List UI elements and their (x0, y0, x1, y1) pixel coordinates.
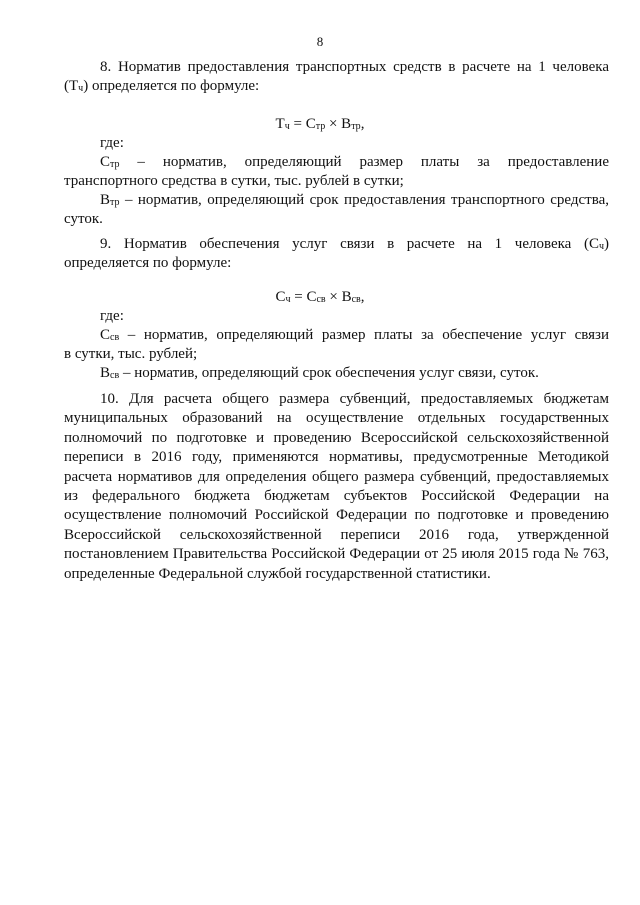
item-9-formula: Сч = Ссв × Всв, (275, 289, 365, 305)
item-9-intro-line1: 9. Норматив обеспечения услуг связи в расчете на 1 человека (Сч) (100, 236, 609, 252)
item-8-def-c-line2: транспортного средства в сутки, тыс. рублей в сутки; (64, 173, 404, 189)
item-9-intro-line2: определяется по формуле: (64, 255, 232, 271)
item-9-def-c-line2: в сутки, тыс. рублей; (64, 346, 198, 362)
item-9-def-b: Всв – норматив, определяющий срок обеспечения услуг связи, суток. (100, 365, 539, 381)
item-8-intro: 8. Норматив предоставления транспортных средств в расчете на 1 человека (Тч) определяется по формуле: (64, 59, 609, 94)
item-8-formula: Тч = Стр × Втр, (275, 116, 365, 132)
item-9-def-c-line1: Ссв – норматив, определяющий размер платы за обеспечение услуг связи (100, 327, 609, 343)
item-10-paragraph: 10. Для расчета общего размера субвенций, предоставляемых бюджетам муниципальных образований на осуществление отдельных государственных полномочий по подготовке и проведению Всероссийской сельскохозяйственной переписи в 2016 году, применяются нормативы, предусмотренные Методикой расчета нормативов для определения общего размера субвенций, предоставляемых из федерального бюджета бюджетам субъектов Российской Федерации на осуществление полномочий Российской Федерации по подготовке и проведению Всероссийской сельскохозяйственной переписи 2016 года, утвержденной постановлением Правительства Российской Федерации от 25 июля 2015 года № 763, определенные Федеральной службой государственной статистики. (64, 391, 609, 582)
item-8-def-b-line1: Втр – норматив, определяющий срок предоставления транспортного средства, (100, 192, 609, 208)
item-8-where-label: где: (100, 135, 124, 151)
item-8-def-b-line2: суток. (64, 211, 103, 227)
page-number: 8 (316, 34, 324, 49)
item-9-where-label: где: (100, 308, 124, 324)
item-8-def-c-line1: Стр – норматив, определяющий размер платы за предоставление (100, 154, 609, 170)
